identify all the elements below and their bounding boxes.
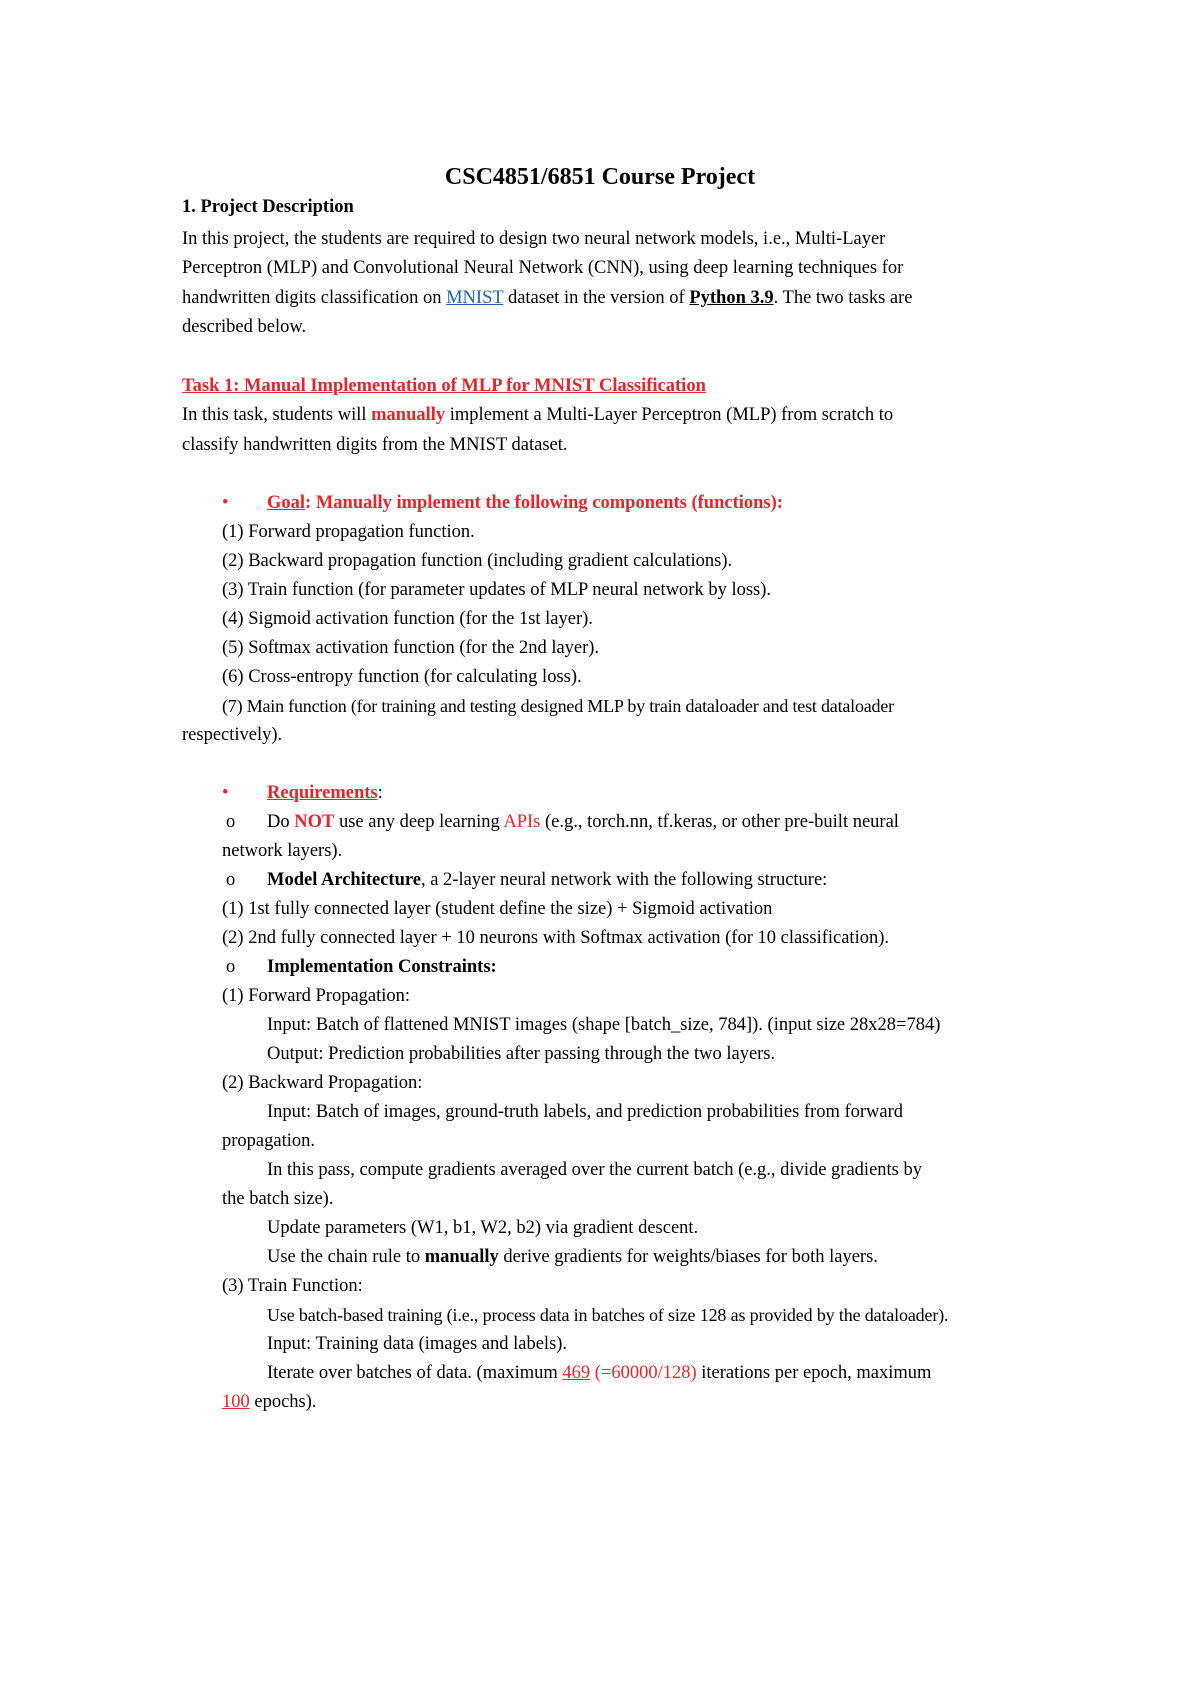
paragraph-line: In this project, the students are required to design two neural network models, i.e., Multi-Layer xyxy=(182,229,886,249)
iterations-formula: (=60000/128) xyxy=(590,1363,697,1383)
paragraph-line: classify handwritten digits from the MNIST dataset. xyxy=(182,435,568,455)
constraint-continuation: the batch size). xyxy=(222,1189,334,1209)
emphasis-apis: APIs xyxy=(503,812,541,832)
constraint-heading: (1) Forward Propagation: xyxy=(222,986,411,1006)
requirements-heading: Requirements: xyxy=(267,783,383,803)
constraint-line: Input: Batch of flattened MNIST images (shape [batch_size, 784]). (input size 28x28=784) xyxy=(267,1015,941,1035)
emphasis-not: NOT xyxy=(294,812,335,832)
goal-item: (4) Sigmoid activation function (for the 1st layer). xyxy=(222,609,593,629)
paragraph-line: Perceptron (MLP) and Convolutional Neural Network (CNN), using deep learning techniques for xyxy=(182,258,904,278)
constraint-heading: (3) Train Function: xyxy=(222,1276,363,1296)
requirement-line: Model Architecture, a 2-layer neural network with the following structure: xyxy=(267,870,828,890)
constraint-line: Input: Batch of images, ground-truth labels, and prediction probabilities from forward xyxy=(267,1102,904,1122)
architecture-item: (2) 2nd fully connected layer + 10 neurons with Softmax activation (for 10 classification). xyxy=(222,928,889,948)
goal-heading: Goal: Manually implement the following components (functions): xyxy=(267,493,783,513)
iterations-value: 469 xyxy=(562,1363,591,1383)
constraint-continuation: propagation. xyxy=(222,1131,315,1151)
constraint-line: Use the chain rule to manually derive gradients for weights/biases for both layers. xyxy=(267,1247,878,1267)
goal-item: (1) Forward propagation function. xyxy=(222,522,475,542)
page-title: CSC4851/6851 Course Project xyxy=(444,164,756,190)
bullet-marker: • xyxy=(222,783,229,803)
goal-item: (6) Cross-entropy function (for calculating loss). xyxy=(222,667,582,687)
section-heading-project-description: 1. Project Description xyxy=(182,197,354,217)
emphasis-manually: manually xyxy=(371,405,446,425)
goal-item: (5) Softmax activation function (for the 2nd layer). xyxy=(222,638,600,658)
constraints-heading: Implementation Constraints: xyxy=(267,957,497,977)
goal-item: (3) Train function (for parameter updates of MLP neural network by loss). xyxy=(222,580,772,600)
constraint-heading: (2) Backward Propagation: xyxy=(222,1073,423,1093)
python-version: Python 3.9 xyxy=(689,288,774,308)
emphasis-manually: manually xyxy=(424,1247,499,1267)
constraint-line: Update parameters (W1, b1, W2, b2) via gradient descent. xyxy=(267,1218,699,1238)
constraint-line: Input: Training data (images and labels). xyxy=(267,1334,568,1354)
sub-bullet-marker: o xyxy=(226,957,236,977)
goal-item-continuation: respectively). xyxy=(182,725,283,745)
constraint-line: Iterate over batches of data. (maximum 469 (=60000/128) iterations per epoch, maximum xyxy=(267,1363,932,1383)
constraint-continuation: 100 epochs). xyxy=(222,1392,317,1412)
requirements-label: Requirements xyxy=(267,783,378,803)
mnist-link[interactable]: MNIST xyxy=(446,288,504,308)
requirement-line: Do NOT use any deep learning APIs (e.g., torch.nn, tf.keras, or other pre-built neural xyxy=(267,812,899,832)
sub-bullet-marker: o xyxy=(226,812,236,832)
sub-bullet-marker: o xyxy=(226,870,236,890)
epochs-value: 100 xyxy=(222,1392,250,1412)
task1-heading: Task 1: Manual Implementation of MLP for MNIST Classification xyxy=(182,376,706,396)
paragraph-line: In this task, students will manually implement a Multi-Layer Perceptron (MLP) from scratch to xyxy=(182,405,894,425)
constraint-line: In this pass, compute gradients averaged over the current batch (e.g., divide gradients by xyxy=(267,1160,922,1180)
architecture-item: (1) 1st fully connected layer (student define the size) + Sigmoid activation xyxy=(222,899,773,919)
goal-item: (2) Backward propagation function (including gradient calculations). xyxy=(222,551,733,571)
paragraph-line: handwritten digits classification on MNIST dataset in the version of Python 3.9. The two tasks are xyxy=(182,288,913,308)
requirement-continuation: network layers). xyxy=(222,841,343,861)
goal-label: Goal xyxy=(267,493,306,513)
constraint-line: Output: Prediction probabilities after passing through the two layers. xyxy=(267,1044,776,1064)
constraint-line: Use batch-based training (i.e., process data in batches of size 128 as provided by the dataloader). xyxy=(267,1305,949,1325)
paragraph-line: described below. xyxy=(182,317,307,337)
bullet-marker: • xyxy=(222,493,229,513)
goal-item: (7) Main function (for training and testing designed MLP by train dataloader and test dataloader xyxy=(222,696,894,716)
